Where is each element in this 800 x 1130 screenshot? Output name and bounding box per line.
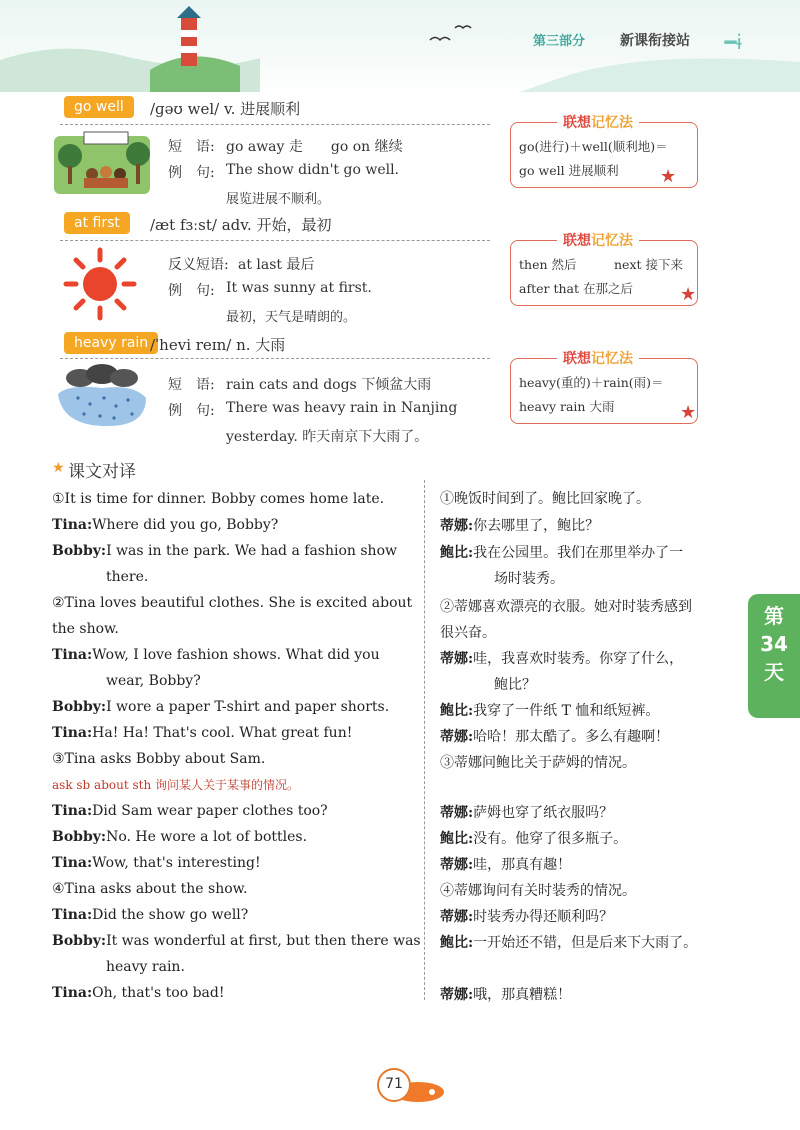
word-tag-go-well: go well xyxy=(64,96,134,118)
dialogue-line-zh xyxy=(440,698,659,724)
dialogue-chinese xyxy=(440,0,740,1130)
word-phonetic: /ˈhevi reɪn/ n. 大雨 xyxy=(150,336,286,354)
dialogue-line-zh xyxy=(440,904,613,930)
memory-title: 联想记忆法 xyxy=(557,112,639,132)
dialogue-english xyxy=(52,486,421,1006)
line-text: 很兴奋。 xyxy=(440,625,496,641)
line-text: Wow, I love fashion shows. What did you xyxy=(92,647,380,663)
line-text: 我在公园里。我们在那里举办了一 xyxy=(473,545,684,561)
line-text: ②蒂娜喜欢漂亮的衣服。她对时装秀感到 xyxy=(440,599,692,615)
word-phonetic: /ɡəʊ wel/ v. 进展顺利 xyxy=(150,100,301,118)
speaker-label: Tina: xyxy=(52,907,93,923)
rain-picture xyxy=(54,364,150,434)
line-text: I was in the park. We had a fashion show xyxy=(106,543,397,559)
star-icon: ★ xyxy=(680,284,697,305)
dialogue-line-zh xyxy=(440,646,683,672)
line-text: 时装秀办得还顺利吗？ xyxy=(473,909,614,925)
memory-line: heavy rain 大雨 xyxy=(519,399,615,414)
speaker-label: 蒂娜: xyxy=(440,909,474,925)
column-divider xyxy=(424,480,425,1000)
label-example: 例 句: xyxy=(168,403,215,419)
speaker-label: Bobby: xyxy=(52,933,107,949)
dialogue-line-zh xyxy=(440,540,683,566)
day-tab: 第 34 天 xyxy=(748,594,800,718)
divider xyxy=(60,358,490,359)
example-translation: 最初，天气是晴朗的。 xyxy=(226,310,357,325)
dialogue-line-en xyxy=(52,980,418,1006)
star-icon: ★ xyxy=(660,166,677,187)
line-text: Wow, that's interesting! xyxy=(92,855,261,871)
line-text: I wore a paper T-shirt and paper shorts. xyxy=(106,699,390,715)
line-text: heavy rain. xyxy=(106,959,185,975)
example-text: There was heavy rain in Nanjing xyxy=(226,400,458,416)
line-text: 没有。他穿了很多瓶子。 xyxy=(473,831,628,847)
line-text: ask sb about sth 询问某人关于某事的情况。 xyxy=(52,778,300,792)
dialogue-line-zh xyxy=(440,930,697,956)
speaker-label: 蒂娜: xyxy=(440,857,474,873)
dialogue-line-zh xyxy=(440,750,636,776)
speaker-label: 蒂娜: xyxy=(440,518,474,534)
speaker-label: Tina: xyxy=(52,725,93,741)
header-decoration-icon: ━ɨ xyxy=(724,30,742,54)
dialogue-line-en xyxy=(52,850,418,876)
speaker-label: Tina: xyxy=(52,647,93,663)
memory-line: go(进行)＋well(顺利地)＝ xyxy=(519,139,668,154)
line-text: Oh, that's too bad! xyxy=(92,985,225,1001)
dialogue-line-zh xyxy=(440,594,692,620)
dialogue-line-en xyxy=(52,746,418,772)
dialogue-line-zh xyxy=(440,826,627,852)
dialogue-line-zh xyxy=(440,486,650,512)
line-text: 我穿了一件纸 T 恤和纸短裤。 xyxy=(473,703,660,719)
example-text: The show didn't go well. xyxy=(226,162,400,178)
label-antonym: 反义短语: xyxy=(168,257,229,273)
speaker-label: 蒂娜: xyxy=(440,987,474,1003)
speaker-label: 鲍比: xyxy=(440,545,474,561)
line-text: ③蒂娜问鲍比关于萨姆的情况。 xyxy=(440,755,636,771)
line-text: Did the show go well? xyxy=(92,907,249,923)
annotation-note xyxy=(52,772,418,798)
dialogue-line-zh xyxy=(440,852,571,878)
line-text: wear, Bobby? xyxy=(106,673,201,689)
dialogue-line-zh xyxy=(494,672,536,698)
section-title: 课文对译 xyxy=(68,462,136,482)
dialogue-line-zh xyxy=(440,513,599,539)
line-text: 场时装秀。 xyxy=(494,571,564,587)
show-picture xyxy=(54,128,150,194)
line-text: Where did you go, Bobby? xyxy=(92,517,279,533)
label-phrase: 短 语: xyxy=(168,377,215,393)
speaker-label: 鲍比: xyxy=(440,831,474,847)
speaker-label: Tina: xyxy=(52,517,93,533)
page-number: 71 xyxy=(377,1068,411,1102)
dialogue-line-en xyxy=(52,798,418,824)
example-text-continued: yesterday. 昨天南京下大雨了。 xyxy=(226,429,429,445)
speaker-label: 鲍比: xyxy=(440,935,474,951)
dialogue-line-en xyxy=(52,486,418,512)
dialogue-line-en xyxy=(52,642,418,668)
sun-picture xyxy=(62,246,138,322)
label-example: 例 句: xyxy=(168,283,215,299)
speaker-label: 蒂娜: xyxy=(440,729,474,745)
dialogue-line-en xyxy=(52,928,421,954)
line-text: ①晚饭时间到了。鲍比回家晚了。 xyxy=(440,491,650,507)
line-text: there. xyxy=(106,569,149,585)
word-tag-heavy-rain: heavy rain xyxy=(64,332,158,354)
line-text: 哇，那真有趣！ xyxy=(473,857,572,873)
antonym-text: at last 最后 xyxy=(238,257,315,273)
memory-line: go well 进展顺利 xyxy=(519,163,619,178)
speaker-label: 蒂娜: xyxy=(440,651,474,667)
dialogue-line-zh xyxy=(440,620,496,646)
dialogue-line-zh xyxy=(440,982,571,1008)
line-text: Did Sam wear paper clothes too? xyxy=(92,803,328,819)
dialogue-line-en xyxy=(52,876,418,902)
line-text: 你去哪里了，鲍比？ xyxy=(473,518,600,534)
divider xyxy=(60,124,490,125)
memory-line: after that 在那之后 xyxy=(519,281,633,296)
dialogue-line-en xyxy=(52,590,418,616)
memory-line: then 然后 next 接下来 xyxy=(519,257,683,272)
dialogue-line-zh xyxy=(440,800,613,826)
dialogue-line-en xyxy=(52,564,418,590)
line-text: ④蒂娜询问有关时装秀的情况。 xyxy=(440,883,636,899)
word-phonetic: /æt fɜːst/ adv. 开始，最初 xyxy=(150,216,332,234)
memory-title: 联想记忆法 xyxy=(557,348,639,368)
line-text: ④Tina asks about the show. xyxy=(52,881,248,897)
line-text: 鲍比？ xyxy=(494,677,536,693)
header-title: 新课衔接站 xyxy=(620,33,690,49)
line-text: ①It is time for dinner. Bobby comes home late. xyxy=(52,491,385,507)
speaker-label: 蒂娜: xyxy=(440,805,474,821)
memory-line: heavy(重的)＋rain(雨)＝ xyxy=(519,375,664,390)
example-text: It was sunny at first. xyxy=(226,280,372,296)
example-translation: 展览进展不顺利。 xyxy=(226,192,331,207)
speaker-label: Tina: xyxy=(52,855,93,871)
line-text: No. He wore a lot of bottles. xyxy=(106,829,308,845)
dialogue-line-zh xyxy=(440,878,636,904)
speaker-label: 鲍比: xyxy=(440,703,474,719)
dialogue-line-en xyxy=(52,512,418,538)
line-text: 一开始还不错，但是后来下大雨了。 xyxy=(473,935,698,951)
divider xyxy=(60,240,490,241)
line-text: 哦，那真糟糕！ xyxy=(473,987,572,1003)
label-example: 例 句: xyxy=(168,165,215,181)
star-icon: ★ xyxy=(680,402,697,423)
line-text: It was wonderful at first, but then there was xyxy=(106,933,421,949)
speaker-label: Bobby: xyxy=(52,829,107,845)
dialogue-line-en xyxy=(52,694,418,720)
section-star-icon: ★ xyxy=(52,460,65,476)
header-part-label: 第三部分 xyxy=(532,34,585,49)
line-text: the show. xyxy=(52,621,119,637)
word-tag-at-first: at first xyxy=(64,212,130,234)
speaker-label: Tina: xyxy=(52,985,93,1001)
line-text: 萨姆也穿了纸衣服吗？ xyxy=(473,805,614,821)
dialogue-line-zh xyxy=(440,724,669,750)
memory-title: 联想记忆法 xyxy=(557,230,639,250)
phrase-text: rain cats and dogs 下倾盆大雨 xyxy=(226,377,432,393)
dialogue-line-en xyxy=(52,616,418,642)
line-text: 哇，我喜欢时装秀。你穿了什么， xyxy=(473,651,684,667)
line-text: ②Tina loves beautiful clothes. She is excited about xyxy=(52,595,413,611)
phrase-text: go away 走 go on 继续 xyxy=(226,139,403,155)
speaker-label: Tina: xyxy=(52,803,93,819)
line-text: ③Tina asks Bobby about Sam. xyxy=(52,751,266,767)
line-text: 哈哈！那太酷了。多么有趣啊！ xyxy=(473,729,670,745)
speaker-label: Bobby: xyxy=(52,699,107,715)
dialogue-line-en xyxy=(52,902,418,928)
dialogue-line-en xyxy=(52,720,418,746)
label-phrase: 短 语: xyxy=(168,139,215,155)
dialogue-line-en xyxy=(52,538,418,564)
dialogue-line-en xyxy=(52,668,418,694)
dialogue-line-zh xyxy=(494,566,564,592)
speaker-label: Bobby: xyxy=(52,543,107,559)
dialogue-line-en xyxy=(52,824,418,850)
line-text: Ha! Ha! That's cool. What great fun! xyxy=(92,725,353,741)
dialogue-line-en xyxy=(52,954,418,980)
